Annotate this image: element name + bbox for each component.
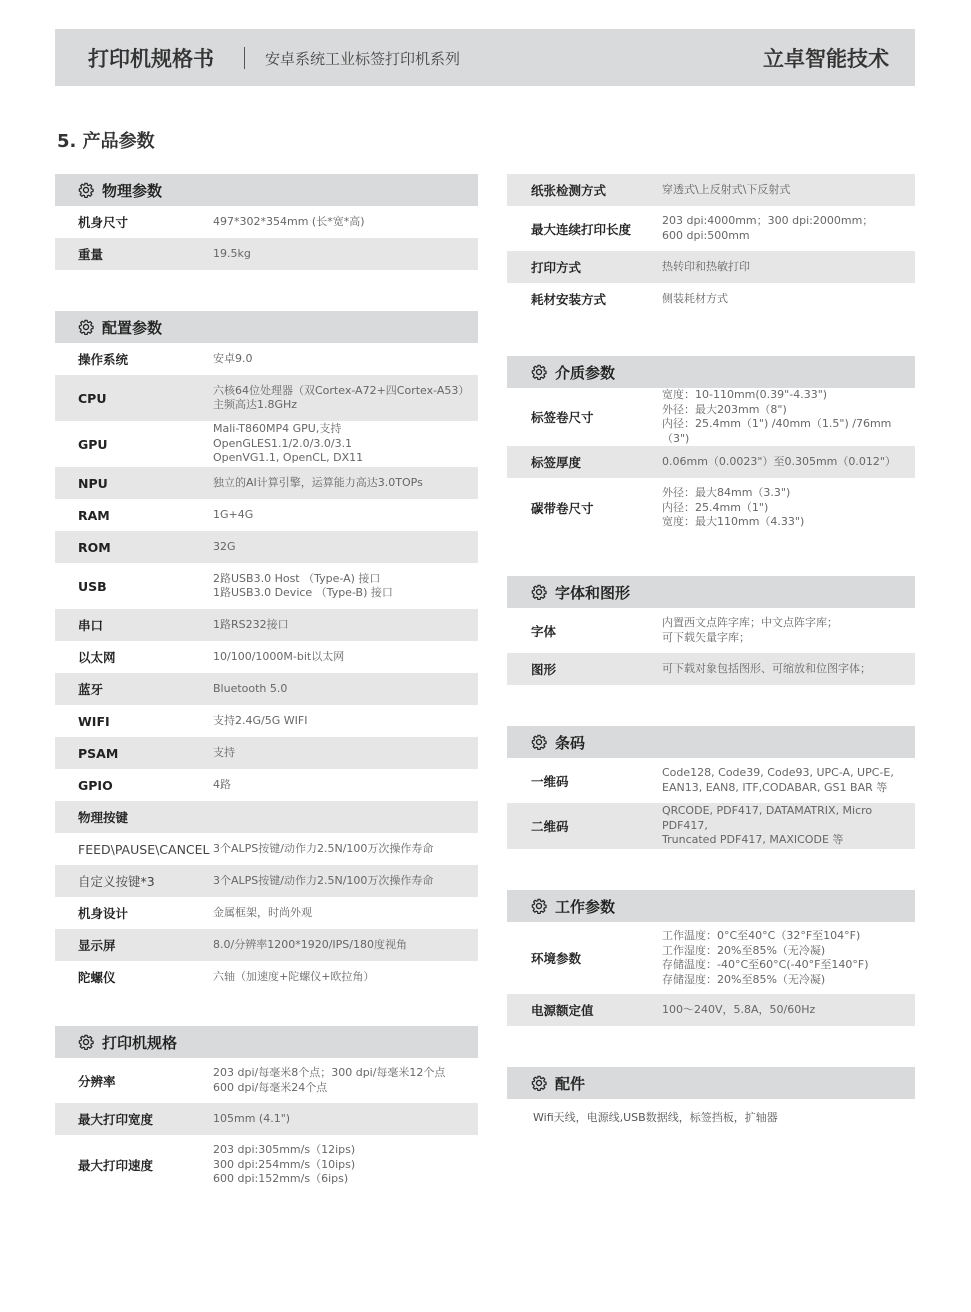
printer-spec-table — [55, 1026, 478, 1195]
gear-icon — [531, 584, 547, 600]
table-row — [507, 653, 915, 685]
row-key: 打印方式 — [531, 260, 582, 275]
row-key: RAM — [78, 507, 110, 523]
doc-subtitle: 安卓系统工业标签打印机系列 — [265, 50, 461, 68]
group-title: 条码 — [555, 733, 586, 752]
table-row — [55, 609, 478, 641]
row-value: 19.5kg — [213, 246, 251, 260]
table-row — [55, 1058, 478, 1103]
row-value: 8.0/分辨率1200*1920/IPS/180度视角 — [213, 937, 407, 951]
row-key: 串口 — [78, 618, 104, 633]
table-row — [55, 238, 478, 270]
table-row — [55, 206, 478, 238]
row-value: 1G+4G — [213, 507, 254, 521]
table-row — [55, 563, 478, 609]
gear-icon — [78, 182, 94, 198]
row-key: FEED\PAUSE\CANCEL — [78, 841, 210, 857]
table-row — [55, 673, 478, 705]
gear-icon — [78, 1034, 94, 1050]
group-header-barcode — [507, 726, 915, 758]
table-row — [55, 531, 478, 563]
row-value: 六轴（加速度+陀螺仪+欧拉角） — [213, 969, 375, 983]
row-key: 操作系统 — [78, 352, 129, 367]
table-row — [55, 343, 478, 375]
gear-icon — [531, 734, 547, 750]
row-value: 内置西文点阵字库；中文点阵字库； 可下载矢量字库； — [662, 616, 838, 644]
barcode-table — [507, 726, 915, 849]
table-row — [55, 421, 478, 467]
row-key: 标签卷尺寸 — [531, 410, 594, 425]
doc-title: 打印机规格书 — [88, 47, 214, 71]
table-row — [507, 446, 915, 478]
media-params-table — [507, 356, 915, 538]
row-key: GPIO — [78, 777, 113, 793]
table-row — [55, 769, 478, 801]
row-value: 1路RS232接口 — [213, 617, 289, 631]
company-name: 立卓智能技术 — [763, 47, 889, 71]
row-value: 热转印和热敏打印 — [662, 259, 750, 273]
group-header-printer — [55, 1026, 478, 1058]
row-key: 标签厚度 — [531, 455, 582, 470]
row-value: Bluetooth 5.0 — [213, 681, 288, 695]
group-header-work — [507, 890, 915, 922]
paper-params-table — [507, 174, 915, 315]
table-row — [55, 865, 478, 897]
gear-icon — [78, 319, 94, 335]
table-row — [507, 174, 915, 206]
group-header-media — [507, 356, 915, 388]
accessories-text: Wifi天线，电源线,USB数据线，标签挡板，扩轴器 — [533, 1111, 778, 1124]
row-value: 独立的AI计算引擎，运算能力高达3.0TOPs — [213, 475, 423, 489]
table-row — [55, 705, 478, 737]
group-title: 物理参数 — [102, 181, 163, 200]
row-value: 侧装耗材方式 — [662, 291, 728, 305]
table-row — [507, 388, 915, 446]
row-key: 一维码 — [531, 773, 569, 789]
row-value: 203 dpi:4000mm；300 dpi:2000mm； 600 dpi:500mm — [662, 214, 874, 242]
row-key: 分辨率 — [78, 1073, 116, 1089]
row-value: 0.06mm（0.0023"）至0.305mm（0.012"） — [662, 454, 896, 468]
page-header — [55, 29, 915, 86]
row-value: 支持2.4G/5G WIFI — [213, 713, 308, 727]
row-value: 六核64位处理器（双Cortex-A72+四Cortex-A53） 主频高达1.8GHz — [213, 383, 470, 411]
row-key: 蓝牙 — [78, 682, 104, 697]
row-value: 4路 — [213, 777, 231, 791]
row-key: 重量 — [78, 247, 104, 262]
row-key: 陀螺仪 — [78, 970, 116, 985]
group-title: 工作参数 — [555, 897, 616, 916]
row-key: CPU — [78, 390, 107, 406]
group-title: 介质参数 — [555, 363, 616, 382]
row-key: 以太网 — [78, 650, 116, 665]
row-value: 穿透式\上反射式\下反射式 — [662, 182, 791, 196]
row-key: WIFI — [78, 713, 110, 729]
gear-icon — [531, 898, 547, 914]
table-row — [55, 641, 478, 673]
table-row — [55, 499, 478, 531]
row-key: 电源额定值 — [531, 1003, 594, 1018]
group-title: 配件 — [555, 1074, 586, 1093]
row-key: 纸张检测方式 — [531, 183, 607, 198]
row-value: Code128, Code39, Code93, UPC-A, UPC-E, EAN13, EAN8, ITF,CODABAR, GS1 BAR 等 — [662, 766, 894, 794]
row-value: 金属框架，时尚外观 — [213, 905, 312, 919]
row-key: USB — [78, 578, 107, 594]
row-value: QRCODE, PDF417, DATAMATRIX, Micro PDF417, Truncated PDF417, MAXICODE 等 — [662, 804, 873, 847]
table-row — [507, 803, 915, 849]
row-key: 最大打印速度 — [78, 1158, 154, 1173]
row-value: 3个ALPS按键/动作力2.5N/100万次操作寿命 — [213, 873, 434, 887]
table-row — [507, 206, 915, 251]
accessories-section — [507, 1067, 915, 1125]
row-key: ROM — [78, 539, 111, 555]
gear-icon — [531, 1075, 547, 1091]
row-key: 最大连续打印长度 — [531, 221, 632, 237]
config-params-table — [55, 311, 478, 993]
row-key: GPU — [78, 436, 108, 452]
group-title: 配置参数 — [102, 318, 163, 337]
table-row — [507, 478, 915, 538]
row-value: 宽度：10-110mm(0.39"-4.33") 外径：最大203mm（8") 内径：25.4mm（1") /40mm（1.5") /76mm（3") — [662, 388, 892, 445]
row-value: 工作温度：0°C至40°C（32°F至104°F) 工作湿度：20%至85%（无冷凝) 存储温度：-40°C至60°C(-40°F至140°F) 存储湿度：20%至85%（无冷凝) — [662, 929, 869, 986]
work-params-table — [507, 890, 915, 1026]
group-title: 字体和图形 — [555, 583, 631, 602]
row-value: Mali-T860MP4 GPU,支持OpenGLES1.1/2.0/3.0/3.1 OpenVG1.1, OpenCL, DX11 — [213, 422, 364, 465]
group-header-config — [55, 311, 478, 343]
row-key: 图形 — [531, 662, 557, 677]
row-value: 安卓9.0 — [213, 351, 253, 365]
row-key: 环境参数 — [531, 951, 582, 966]
row-value: 可下载对象包括图形、可缩放和位图字体； — [662, 661, 871, 675]
row-key: 自定义按键*3 — [78, 874, 155, 889]
row-value: 32G — [213, 539, 236, 553]
row-value: 2路USB3.0 Host （Type-A) 接口 1路USB3.0 Device （Type-B) 接口 — [213, 571, 393, 599]
table-row — [55, 467, 478, 499]
row-key: 碳带卷尺寸 — [531, 501, 594, 516]
row-value: 497*302*354mm (长*宽*高) — [213, 214, 365, 228]
table-row — [55, 961, 478, 993]
table-row — [55, 737, 478, 769]
table-row — [507, 922, 915, 994]
row-key: 二维码 — [531, 819, 569, 834]
row-key: 字体 — [531, 623, 557, 639]
physical-params-table — [55, 174, 478, 270]
row-key: NPU — [78, 475, 108, 491]
table-row — [55, 801, 478, 833]
group-title: 打印机规格 — [102, 1033, 178, 1052]
table-row — [507, 251, 915, 283]
row-key: 显示屏 — [78, 938, 116, 953]
table-row — [507, 758, 915, 803]
row-key: PSAM — [78, 745, 119, 761]
header-divider — [244, 47, 245, 69]
fonts-graphics-table — [507, 576, 915, 685]
row-key: 最大打印宽度 — [78, 1112, 154, 1127]
row-value: 外径：最大84mm（3.3") 内径：25.4mm（1") 宽度：最大110mm（4.33") — [662, 486, 805, 529]
row-key: 物理按键 — [78, 810, 129, 825]
table-row — [55, 833, 478, 865]
row-value: 10/100/1000M-bit以太网 — [213, 649, 345, 663]
row-value: 3个ALPS按键/动作力2.5N/100万次操作寿命 — [213, 841, 434, 855]
table-row — [55, 929, 478, 961]
table-row — [55, 1135, 478, 1195]
table-row — [55, 375, 478, 421]
row-key: 机身尺寸 — [78, 215, 129, 230]
group-header-fonts — [507, 576, 915, 608]
group-header-physical — [55, 174, 478, 206]
row-key: 机身设计 — [78, 906, 129, 921]
row-value: 203 dpi:305mm/s（12ips) 300 dpi:254mm/s（10ips) 600 dpi:152mm/s（6ips) — [213, 1143, 356, 1186]
group-header-accessories — [507, 1067, 915, 1099]
table-row — [55, 1103, 478, 1135]
section-title: 5. 产品参数 — [57, 131, 155, 152]
gear-icon — [531, 364, 547, 380]
table-row — [507, 283, 915, 315]
table-row — [507, 994, 915, 1026]
table-row — [55, 897, 478, 929]
row-value: 105mm (4.1") — [213, 1111, 291, 1125]
row-value: 203 dpi/每毫米8个点；300 dpi/每毫米12个点 600 dpi/每毫米24个点 — [213, 1066, 446, 1094]
row-value: 支持 — [213, 745, 235, 759]
row-key: 耗材安装方式 — [531, 292, 607, 307]
table-row — [507, 608, 915, 653]
row-value: 100～240V，5.8A，50/60Hz — [662, 1002, 816, 1016]
